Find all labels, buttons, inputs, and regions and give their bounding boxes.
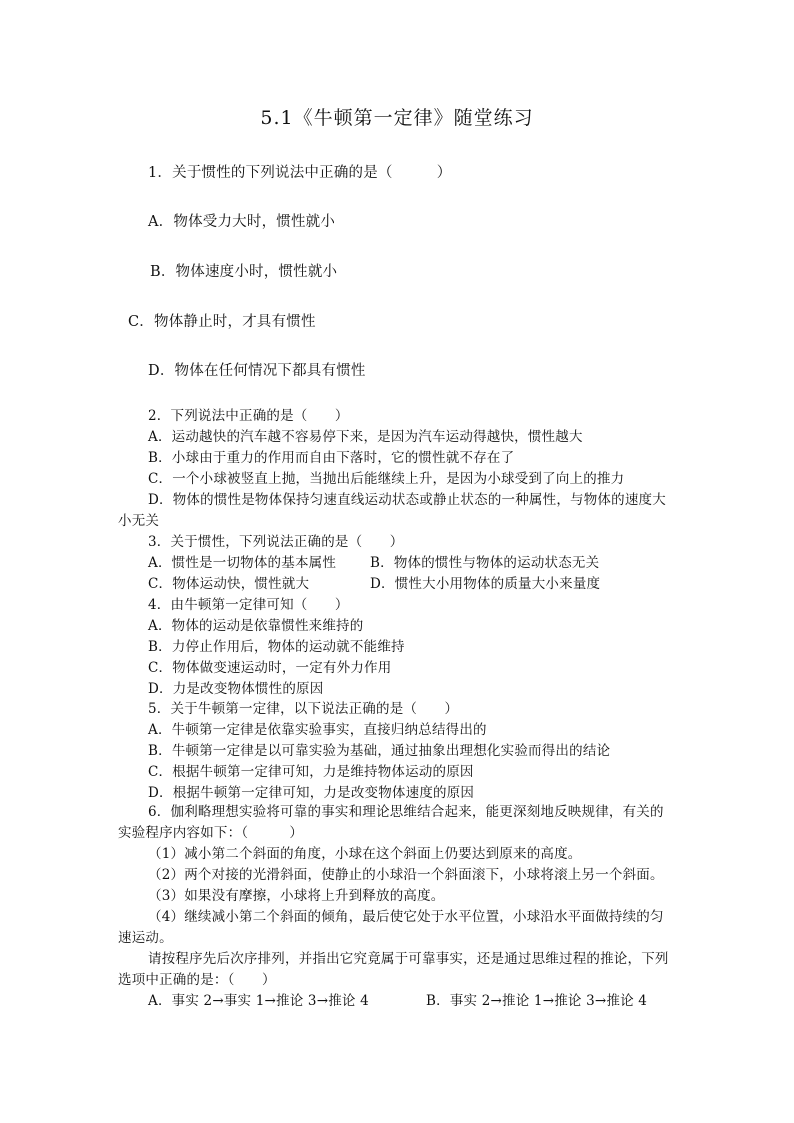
q2-option-b: B．小球由于重力的作用而自由下落时，它的惯性就不存在了 (148, 450, 515, 466)
q5-option-a: A．牛顿第一定律是依靠实验事实，直接归纳总结得出的 (148, 722, 487, 738)
q6-question-line1: 请按程序先后次序排列，并指出它究竟属于可靠事实，还是通过思维过程的推论，下列 (148, 951, 669, 967)
q4-option-d: D．力是改变物体惯性的原因 (148, 681, 324, 697)
q1-stem: 1．关于惯性的下列说法中正确的是（ ） (148, 165, 452, 181)
q2-option-d-line1: D．物体的惯性是物体保持匀速直线运动状态或静止状态的一种属性，与物体的速度大 (148, 492, 666, 508)
q2-option-a: A．运动越快的汽车越不容易停下来，是因为汽车运动得越快，惯性越大 (148, 429, 583, 445)
q6-step-3: （3）如果没有摩擦，小球将上升到释放的高度。 (148, 888, 445, 904)
document-title: 5.1《牛顿第一定律》随堂练习 (260, 107, 534, 129)
q1-option-c: C．物体静止时，才具有惯性 (128, 314, 316, 330)
q2-option-c: C．一个小球被竖直上抛，当抛出后能继续上升，是因为小球受到了向上的推力 (148, 471, 625, 487)
q5-option-b: B．牛顿第一定律是以可靠实验为基础，通过抽象出理想化实验而得出的结论 (148, 743, 611, 759)
q6-stem-line2: 实验程序内容如下：（ ） (118, 825, 304, 841)
q2-option-d-line2: 小无关 (118, 513, 160, 529)
q6-step-1: （1）减小第二个斜面的角度，小球在这个斜面上仍要达到原来的高度。 (148, 846, 582, 862)
q3-option-b: B．物体的惯性与物体的运动状态无关 (370, 555, 600, 571)
q3-option-a: A．惯性是一切物体的基本属性 (148, 555, 337, 571)
q4-option-c: C．物体做变速运动时，一定有外力作用 (148, 660, 392, 676)
q6-step-4-line2: 速运动。 (118, 930, 173, 946)
q4-stem: 4．由牛顿第一定律可知（ ） (148, 597, 349, 613)
q6-stem-line1: 6．伽利略理想实验将可靠的事实和理论思维结合起来，能更深刻地反映规律，有关的 (148, 804, 664, 820)
q3-option-c: C．物体运动快，惯性就大 (148, 576, 310, 592)
q6-option-a: A．事实 2→事实 1→推论 3→推论 4 (148, 993, 369, 1009)
q5-stem: 5．关于牛顿第一定律，以下说法正确的是（ ） (148, 701, 459, 717)
q1-option-d: D．物体在任何情况下都具有惯性 (148, 363, 366, 379)
q1-option-b: B．物体速度小时，惯性就小 (150, 264, 338, 280)
q5-option-c: C．根据牛顿第一定律可知，力是维持物体运动的原因 (148, 764, 474, 780)
q1-option-a: A．物体受力大时，惯性就小 (148, 214, 336, 230)
q6-question-line2: 选项中正确的是：（ ） (118, 972, 276, 988)
q4-option-a: A．物体的运动是依靠惯性来维持的 (148, 618, 364, 634)
q6-step-2: （2）两个对接的光滑斜面，使静止的小球沿一个斜面滚下，小球将滚上另一个斜面。 (148, 867, 664, 883)
q4-option-b: B．力停止作用后，物体的运动就不能维持 (148, 639, 405, 655)
q2-stem: 2．下列说法中正确的是（ ） (148, 408, 349, 424)
q3-option-d: D．惯性大小用物体的质量大小来量度 (370, 576, 601, 592)
q6-step-4-line1: （4）继续减小第二个斜面的倾角，最后使它处于水平位置，小球沿水平面做持续的匀 (148, 909, 664, 925)
q3-stem: 3．关于惯性，下列说法正确的是（ ） (148, 534, 404, 550)
q5-option-d: D．根据牛顿第一定律可知，力是改变物体速度的原因 (148, 785, 475, 801)
q6-option-b: B．事实 2→推论 1→推论 3→推论 4 (426, 993, 648, 1009)
